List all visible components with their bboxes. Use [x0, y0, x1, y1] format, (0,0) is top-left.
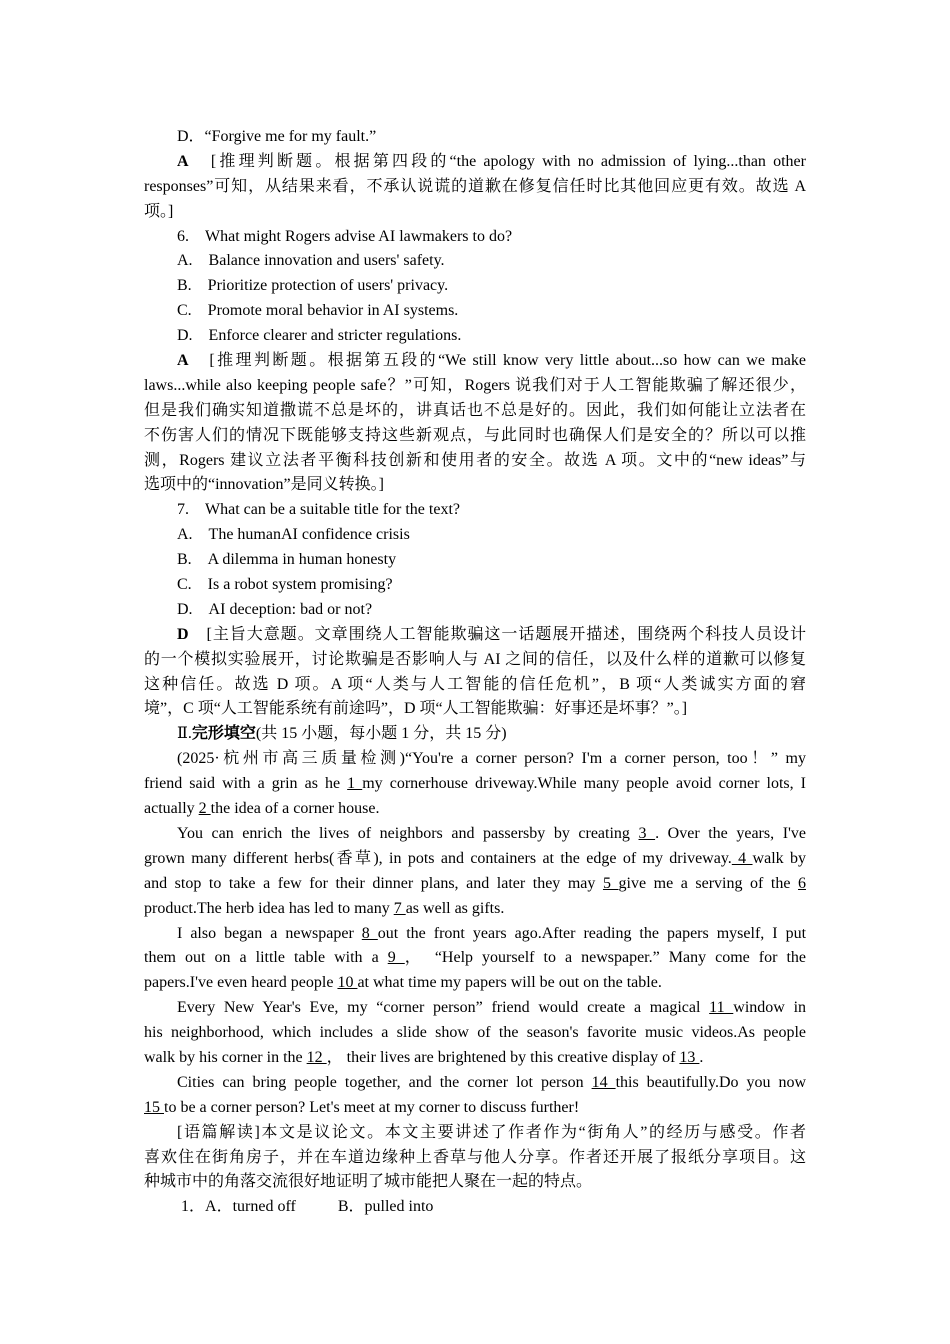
- q6-stem: 6. What might Rogers advise AI lawmakers to do?: [177, 227, 513, 245]
- q5-explanation-line: [144, 150, 806, 175]
- passage-text: Every New Year's Eve, my “corner person” friend would create a magical: [177, 999, 701, 1017]
- q6-explanation-line: [144, 349, 806, 374]
- q7-explanation-line: 的一个模拟实验展开，讨论欺骗是否影响人与 AI 之间的信任，以及什么样的道歉可以修复: [144, 650, 806, 668]
- passage-text: “Help yourself to a newspaper.” Many come for the: [434, 949, 806, 967]
- q5-explanation-text: [推理判断题。根据第四段的“the apology with no admission of lying...than other: [210, 152, 806, 170]
- q6-explanation-line: 但是我们确实知道撒谎不总是坏的，讲真话也不总是好的。因此，我们如何能让立法者在: [144, 401, 806, 419]
- passage-text: give me a serving of the: [618, 874, 791, 892]
- blank-11: 11: [709, 999, 734, 1017]
- passage-text: ， their lives are brightened by this creative display of: [326, 1048, 676, 1066]
- q7-option-d: D. AI deception: bad or not?: [177, 600, 373, 618]
- passage-text: as well as gifts.: [405, 899, 505, 917]
- q7-explanation-text: [主旨大意题。文章围绕人工智能欺骗这一话题展开描述，围绕两个科技人员设计: [206, 625, 806, 643]
- passage-text: my: [785, 750, 806, 768]
- passage-text: grown many different herbs(香草), in pots and containers at the edge of my driveway.: [144, 849, 732, 867]
- section-note: (共 15 小题，每小题 1 分，共 15 分): [255, 725, 507, 743]
- q7-explanation-line: [144, 623, 806, 648]
- q6-explanation-line: 测，Rogers 建议立法者平衡科技创新和使用者的安全。故选 A 项。文中的“new ideas”与: [144, 451, 806, 469]
- section-title: 完形填空: [191, 725, 256, 743]
- passage-text: . Over the years, I've: [655, 824, 806, 842]
- passage-line: his neighborhood, which includes a slide show of the season's favorite music videos.As people: [144, 1024, 806, 1042]
- blank-7: 7: [393, 899, 406, 917]
- q5-explanation-line: responses”可知，从结果来看，不承认说谎的道歉在修复信任时比其他回应更有效。故选 A: [144, 177, 806, 195]
- q6-explanation-line: laws...while also keeping people safe？”可知，Rogers 说我们对于人工智能欺骗了解还很少，: [144, 376, 806, 394]
- passage-line: [144, 772, 806, 797]
- q6-explanation-text: [推理判断题。根据第五段的“We still know very little about...so how can we make: [209, 352, 806, 370]
- passage-line: [144, 946, 806, 971]
- blank-15: 15: [144, 1098, 164, 1116]
- q5-option-d: D．“Forgive me for my fault.”: [177, 128, 377, 145]
- passage-text: (2025·杭州市高三质量检测)“You're a corner person? I'm a corner person, too！”: [177, 750, 778, 768]
- passage-text: You can enrich the lives of neighbors and passersby by creating: [177, 824, 630, 842]
- blank-1: 1: [347, 775, 363, 793]
- passage-line: [144, 971, 806, 996]
- q6-option-a: A. Balance innovation and users' safety.: [177, 252, 445, 270]
- q6-explanation-line: 选项中的“innovation”是同义转换。]: [144, 476, 384, 494]
- passage-text: friend said with a grin as he: [144, 775, 341, 793]
- passage-line: [144, 822, 806, 847]
- passage-text: the idea of a corner house.: [210, 800, 380, 818]
- q5-answer: A: [177, 152, 189, 170]
- passage-text: actually: [144, 800, 195, 818]
- q1-number: 1．: [181, 1198, 206, 1216]
- passage-line: [144, 1071, 806, 1096]
- q1-options: [144, 1195, 806, 1220]
- blank-2: 2: [198, 800, 211, 818]
- analysis-line: [144, 1121, 806, 1146]
- q7-option-b: B. A dilemma in human honesty: [177, 551, 397, 569]
- q6-explanation-line: 不伤害人们的情况下既能够支持这些新观点，与此同时也确保人们是安全的？所以可以推: [144, 426, 806, 444]
- q7-answer: D: [177, 625, 189, 643]
- document-content: [144, 125, 806, 1220]
- passage-text: product.The herb idea has led to many: [144, 899, 390, 917]
- blank-6: 6: [798, 874, 806, 892]
- passage-text: .: [699, 1048, 704, 1066]
- q6-option-c: C. Promote moral behavior in AI systems.: [177, 302, 459, 320]
- blank-5: 5: [602, 874, 619, 892]
- blank-12: 12: [306, 1048, 327, 1066]
- blank-14: 14: [591, 1073, 616, 1091]
- passage-text: Cities can bring people together, and the corner lot person: [177, 1073, 584, 1091]
- passage-text: this beautifully.Do you now: [615, 1073, 806, 1091]
- analysis-label: [语篇解读]: [177, 1123, 260, 1141]
- passage-line: [144, 1096, 806, 1121]
- passage-text: at what time my papers will be out on the table.: [357, 974, 662, 992]
- analysis-line: 喜欢住在街角房子，并在车道边缘种上香草与他人分享。作者还开展了报纸分享项目。这: [144, 1148, 806, 1166]
- passage-text: and stop to take a few for their dinner plans, and later they may: [144, 874, 596, 892]
- passage-text: them out on a little table with a: [144, 949, 379, 967]
- passage-text: I also began a newspaper: [177, 924, 354, 942]
- analysis-line: 种城市中的角落交流很好地证明了城市能把人聚在一起的特点。: [144, 1173, 593, 1191]
- blank-4: 4: [731, 849, 753, 867]
- passage-text: walk by: [752, 849, 806, 867]
- passage-line: [144, 1046, 806, 1071]
- blank-13: 13: [679, 1048, 700, 1066]
- passage-text: to be a corner person? Let's meet at my corner to discuss further!: [164, 1098, 580, 1116]
- blank-8: 8: [361, 924, 378, 942]
- passage-line: [144, 922, 806, 947]
- q6-answer: A: [177, 352, 189, 370]
- passage-text: walk by his corner in the: [144, 1048, 303, 1066]
- blank-3: 3: [638, 824, 656, 842]
- q5-explanation-line: 项。]: [144, 202, 174, 220]
- q7-explanation-line: 境”，C 项“人工智能系统有前途吗”，D 项“人工智能欺骗：好事还是坏事？”。]: [144, 700, 688, 718]
- passage-line: [144, 872, 806, 897]
- q7-option-c: C. Is a robot system promising?: [177, 576, 393, 594]
- section-heading: [144, 722, 806, 747]
- passage-line: [144, 747, 806, 772]
- passage-text: ，: [404, 949, 426, 967]
- q7-explanation-line: 这种信任。故选 D 项。A 项“人类与人工智能的信任危机”，B 项“人类诚实方面的窘: [144, 675, 806, 693]
- q1-option-b: B．pulled into: [337, 1198, 434, 1216]
- q7-stem: 7. What can be a suitable title for the text?: [177, 501, 461, 519]
- passage-text: window in: [733, 999, 806, 1017]
- passage-text: my cornerhouse driveway.While many people avoid corner lots, I: [362, 775, 806, 793]
- q1-option-a: A．turned off: [205, 1198, 296, 1216]
- analysis-text: 本文是议论文。本文主要讲述了作者作为“街角人”的经历与感受。作者: [259, 1123, 806, 1141]
- section-number: Ⅱ.: [177, 725, 192, 743]
- passage-line: [144, 897, 806, 922]
- blank-10: 10: [337, 974, 358, 992]
- blank-9: 9: [387, 949, 405, 967]
- passage-text: papers.I've even heard people: [144, 974, 334, 992]
- q7-option-a: A. The humanAI confidence crisis: [177, 526, 410, 544]
- q6-option-b: B. Prioritize protection of users' privacy.: [177, 277, 449, 295]
- passage-line: [144, 847, 806, 872]
- passage-line: [144, 797, 806, 822]
- q6-option-d: D. Enforce clearer and stricter regulations.: [177, 327, 462, 345]
- passage-line: [144, 996, 806, 1021]
- passage-text: out the front years ago.After reading the papers myself, I put: [377, 924, 806, 942]
